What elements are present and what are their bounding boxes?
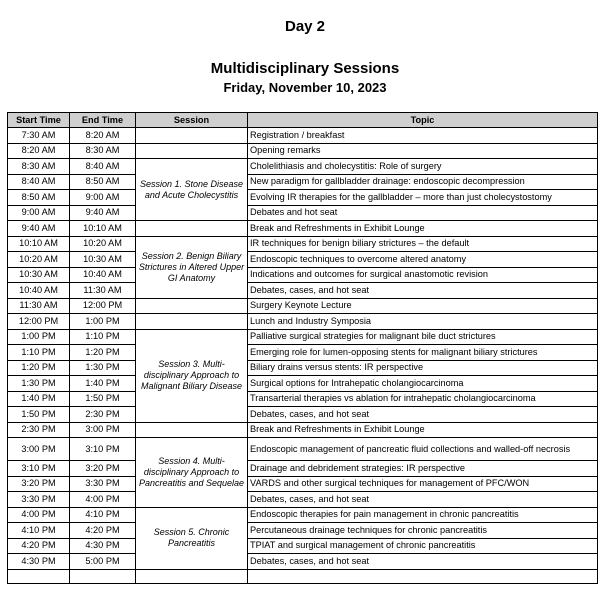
column-header-start: Start Time	[8, 113, 70, 128]
start-time: 3:00 PM	[8, 438, 70, 461]
start-time: 1:40 PM	[8, 391, 70, 407]
start-time: 3:20 PM	[8, 476, 70, 492]
start-time: 11:30 AM	[8, 298, 70, 314]
topic: Percutaneous drainage techniques for chronic pancreatitis	[248, 523, 598, 539]
end-time: 8:30 AM	[70, 143, 136, 159]
end-time: 8:40 AM	[70, 159, 136, 175]
start-time: 9:00 AM	[8, 205, 70, 221]
session-label: Session 2. Benign Biliary Strictures in Altered Upper GI Anatomy	[136, 236, 248, 298]
topic: VARDS and other surgical techniques for management of PFC/WON	[248, 476, 598, 492]
end-time: 4:20 PM	[70, 523, 136, 539]
topic: Break and Refreshments in Exhibit Lounge	[248, 221, 598, 237]
session-label: Session 5. Chronic Pancreatitis	[136, 507, 248, 569]
session-cell-empty	[136, 298, 248, 314]
start-time: 8:50 AM	[8, 190, 70, 206]
topic: Emerging role for lumen-opposing stents for malignant biliary strictures	[248, 345, 598, 361]
topic: Biliary drains versus stents: IR perspective	[248, 360, 598, 376]
table-row	[8, 221, 598, 237]
table-row	[8, 283, 598, 299]
topic: Endoscopic techniques to overcome altered anatomy	[248, 252, 598, 268]
table-row	[8, 143, 598, 159]
end-time: 2:30 PM	[70, 407, 136, 423]
table-row	[8, 538, 598, 554]
end-time: 1:10 PM	[70, 329, 136, 345]
end-time: 8:50 AM	[70, 174, 136, 190]
topic: Drainage and debridement strategies: IR perspective	[248, 461, 598, 477]
start-time: 1:00 PM	[8, 329, 70, 345]
table-row	[8, 461, 598, 477]
topic: IR techniques for benign biliary strictures – the default	[248, 236, 598, 252]
start-time: 10:40 AM	[8, 283, 70, 299]
table-row	[8, 476, 598, 492]
table-row	[8, 376, 598, 392]
table-row	[8, 422, 598, 438]
table-row	[8, 507, 598, 523]
table-row	[8, 523, 598, 539]
start-time: 10:20 AM	[8, 252, 70, 268]
end-time: 10:10 AM	[70, 221, 136, 237]
start-time: 12:00 PM	[8, 314, 70, 330]
table-row	[8, 159, 598, 175]
end-time: 4:30 PM	[70, 538, 136, 554]
blank-cell	[248, 569, 598, 583]
table-row	[8, 492, 598, 508]
table-row	[8, 391, 598, 407]
day-heading: Day 2	[284, 18, 326, 35]
topic: Surgical options for Intrahepatic cholangiocarcinoma	[248, 376, 598, 392]
table-row	[8, 252, 598, 268]
start-time: 3:30 PM	[8, 492, 70, 508]
table-row	[8, 205, 598, 221]
table-row	[8, 314, 598, 330]
end-time: 9:40 AM	[70, 205, 136, 221]
topic: Debates, cases, and hot seat	[248, 492, 598, 508]
end-time: 3:00 PM	[70, 422, 136, 438]
session-cell-empty	[136, 143, 248, 159]
end-time: 10:30 AM	[70, 252, 136, 268]
table-row	[8, 345, 598, 361]
table-row	[8, 407, 598, 423]
topic: Debates and hot seat	[248, 205, 598, 221]
topic: Break and Refreshments in Exhibit Lounge	[248, 422, 598, 438]
start-time: 4:30 PM	[8, 554, 70, 570]
table-row	[8, 236, 598, 252]
session-cell-empty	[136, 314, 248, 330]
table-row	[8, 267, 598, 283]
topic: Surgery Keynote Lecture	[248, 298, 598, 314]
table-row	[8, 174, 598, 190]
start-time: 1:10 PM	[8, 345, 70, 361]
end-time: 9:00 AM	[70, 190, 136, 206]
topic: Cholelithiasis and cholecystitis: Role of surgery	[248, 159, 598, 175]
topic: Endoscopic therapies for pain management in chronic pancreatitis	[248, 507, 598, 523]
topic: TPIAT and surgical management of chronic pancreatitis	[248, 538, 598, 554]
session-label: Session 4. Multi-disciplinary Approach to Pancreatitis and Sequelae	[136, 438, 248, 508]
end-time: 4:10 PM	[70, 507, 136, 523]
blank-cell	[70, 569, 136, 583]
session-label: Session 1. Stone Disease and Acute Cholecystitis	[136, 159, 248, 221]
start-time: 3:10 PM	[8, 461, 70, 477]
topic: Evolving IR therapies for the gallbladder – more than just cholecystostomy	[248, 190, 598, 206]
end-time: 10:40 AM	[70, 267, 136, 283]
topic: Transarterial therapies vs ablation for intrahepatic cholangiocarcinoma	[248, 391, 598, 407]
table-row	[8, 360, 598, 376]
end-time: 1:40 PM	[70, 376, 136, 392]
session-label: Session 3. Multi-disciplinary Approach to Malignant Biliary Disease	[136, 329, 248, 422]
topic: Registration / breakfast	[248, 128, 598, 144]
blank-cell	[8, 569, 70, 583]
topic: Opening remarks	[248, 143, 598, 159]
blank-row	[8, 569, 598, 583]
table-row	[8, 128, 598, 144]
end-time: 8:20 AM	[70, 128, 136, 144]
end-time: 12:00 PM	[70, 298, 136, 314]
blank-cell	[136, 569, 248, 583]
end-time: 11:30 AM	[70, 283, 136, 299]
end-time: 3:20 PM	[70, 461, 136, 477]
table-row	[8, 329, 598, 345]
start-time: 8:20 AM	[8, 143, 70, 159]
end-time: 1:00 PM	[70, 314, 136, 330]
start-time: 10:30 AM	[8, 267, 70, 283]
topic: Endoscopic management of pancreatic fluid collections and walled-off necrosis	[248, 438, 598, 461]
topic: Indications and outcomes for surgical anastomotic revision	[248, 267, 598, 283]
end-time: 4:00 PM	[70, 492, 136, 508]
session-cell-empty	[136, 128, 248, 144]
end-time: 3:30 PM	[70, 476, 136, 492]
start-time: 1:30 PM	[8, 376, 70, 392]
start-time: 9:40 AM	[8, 221, 70, 237]
end-time: 10:20 AM	[70, 236, 136, 252]
column-header-topic: Topic	[248, 113, 598, 128]
page-title: Multidisciplinary Sessions	[210, 60, 400, 77]
session-cell-empty	[136, 221, 248, 237]
start-time: 4:20 PM	[8, 538, 70, 554]
start-time: 4:00 PM	[8, 507, 70, 523]
start-time: 4:10 PM	[8, 523, 70, 539]
end-time: 5:00 PM	[70, 554, 136, 570]
event-date: Friday, November 10, 2023	[223, 80, 387, 95]
table-row	[8, 298, 598, 314]
topic: Debates, cases, and hot seat	[248, 283, 598, 299]
start-time: 1:20 PM	[8, 360, 70, 376]
start-time: 1:50 PM	[8, 407, 70, 423]
start-time: 2:30 PM	[8, 422, 70, 438]
table-row	[8, 190, 598, 206]
end-time: 1:50 PM	[70, 391, 136, 407]
schedule-table	[7, 112, 598, 584]
topic: Debates, cases, and hot seat	[248, 407, 598, 423]
topic: Palliative surgical strategies for malignant bile duct strictures	[248, 329, 598, 345]
table-header-row	[8, 113, 598, 128]
topic: New paradigm for gallbladder drainage: endoscopic decompression	[248, 174, 598, 190]
start-time: 8:30 AM	[8, 159, 70, 175]
topic: Lunch and Industry Symposia	[248, 314, 598, 330]
column-header-session: Session	[136, 113, 248, 128]
table-row	[8, 438, 598, 461]
column-header-end: End Time	[70, 113, 136, 128]
start-time: 10:10 AM	[8, 236, 70, 252]
topic: Debates, cases, and hot seat	[248, 554, 598, 570]
session-cell-empty	[136, 422, 248, 438]
table-row	[8, 554, 598, 570]
end-time: 1:30 PM	[70, 360, 136, 376]
end-time: 1:20 PM	[70, 345, 136, 361]
start-time: 8:40 AM	[8, 174, 70, 190]
end-time: 3:10 PM	[70, 438, 136, 461]
start-time: 7:30 AM	[8, 128, 70, 144]
